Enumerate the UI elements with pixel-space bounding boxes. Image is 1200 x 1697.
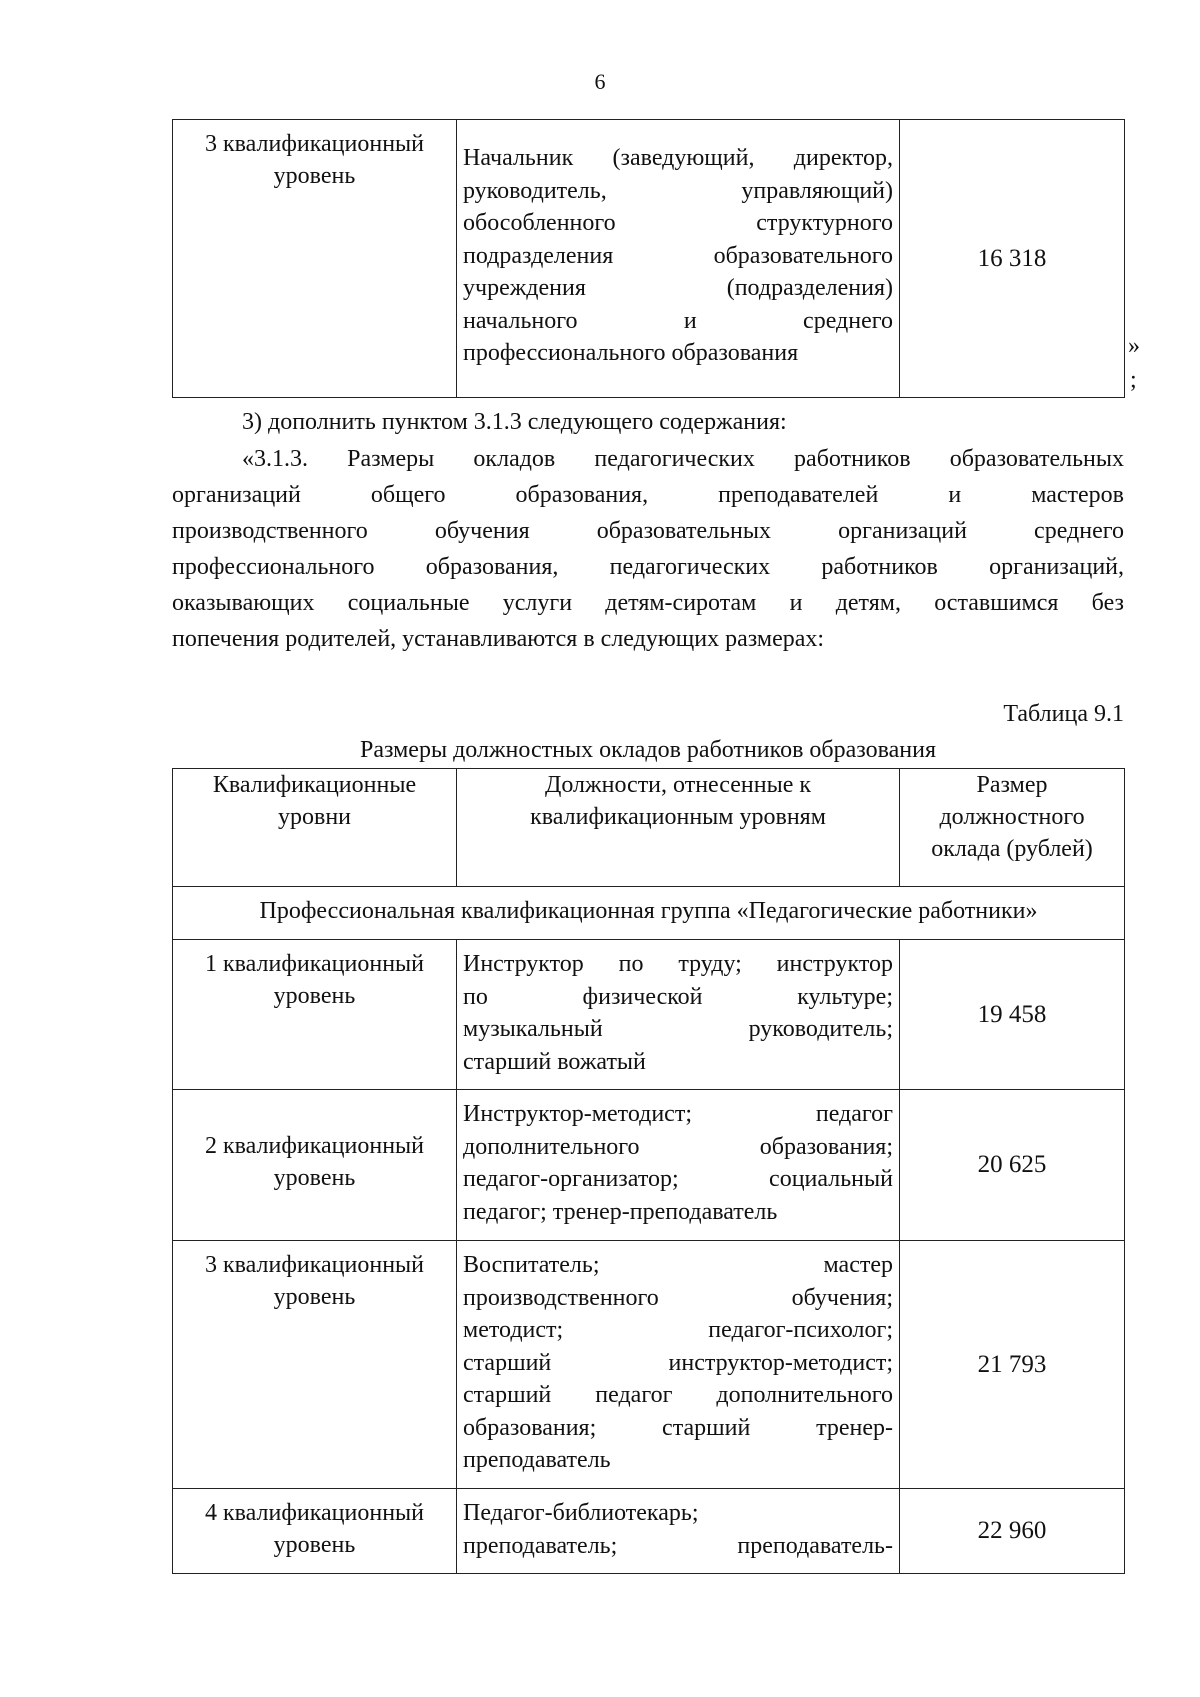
position-line: Инструктор по труду; инструктор bbox=[463, 951, 893, 977]
position-line: старший вожатый bbox=[463, 1048, 646, 1075]
position-cell bbox=[457, 1241, 900, 1489]
position-line: подразделения образовательного bbox=[463, 242, 893, 269]
position-line: руководитель, управляющий) bbox=[463, 177, 893, 204]
position-line: старший педагог дополнительного bbox=[463, 1382, 893, 1408]
semicolon: ; bbox=[1130, 367, 1137, 393]
position-line: обособленного структурного bbox=[463, 210, 893, 236]
table-caption: Размеры должностных окладов работников образования bbox=[359, 737, 937, 763]
paragraph-line: производственного обучения образовательных организаций среднего bbox=[172, 518, 1124, 544]
body-paragraph bbox=[172, 441, 1124, 657]
salary-cell: 16 318 bbox=[900, 120, 1125, 398]
position-line: Инструктор-методист; педагог bbox=[463, 1101, 893, 1127]
header-qualification-levels: Квалификационные уровни bbox=[173, 769, 457, 887]
table-label: Таблица 9.1 bbox=[1003, 701, 1124, 727]
paragraph-line: оказывающих социальные услуги детям-сиротам и детям, оставшимся без bbox=[172, 590, 1124, 616]
table-header-row bbox=[173, 769, 1125, 887]
qualification-level-cell: 1 квалификационный уровень bbox=[173, 940, 457, 1090]
qualification-level-cell: 3 квалификационный уровень bbox=[173, 120, 457, 398]
position-line: Воспитатель; мастер bbox=[463, 1252, 893, 1278]
paragraph-line: «3.1.3. Размеры окладов педагогических работников образовательных bbox=[242, 446, 1124, 472]
page-number: 6 bbox=[594, 69, 606, 94]
paragraph-line: профессионального образования, педагогических работников организаций, bbox=[172, 554, 1124, 580]
table-row bbox=[173, 1489, 1125, 1574]
position-cell bbox=[457, 1090, 900, 1241]
position-line: преподаватель; преподаватель- bbox=[463, 1532, 893, 1559]
continued-salary-table bbox=[172, 119, 1125, 398]
qualification-level-cell: 3 квалификационный уровень bbox=[173, 1241, 457, 1489]
amendment-line: 3) дополнить пунктом 3.1.3 следующего содержания: bbox=[242, 409, 787, 435]
salary-cell: 22 960 bbox=[900, 1489, 1125, 1574]
position-line: методист; педагог-психолог; bbox=[463, 1317, 893, 1343]
salary-cell: 19 458 bbox=[900, 940, 1125, 1090]
group-row bbox=[173, 887, 1125, 940]
group-title: Профессиональная квалификационная группа «Педагогические работники» bbox=[173, 887, 1125, 940]
table-row bbox=[173, 940, 1125, 1090]
salary-table bbox=[172, 768, 1125, 1574]
position-line: Педагог-библиотекарь; bbox=[463, 1500, 699, 1526]
salary-cell: 21 793 bbox=[900, 1241, 1125, 1489]
paragraph-line: организаций общего образования, преподавателей и мастеров bbox=[172, 482, 1124, 508]
position-line: образования; старший тренер- bbox=[463, 1414, 893, 1441]
position-line: производственного обучения; bbox=[463, 1284, 893, 1311]
position-line: учреждения (подразделения) bbox=[463, 275, 893, 301]
position-line: начального и среднего bbox=[463, 307, 893, 334]
salary-cell: 20 625 bbox=[900, 1090, 1125, 1241]
position-line: преподаватель bbox=[463, 1447, 611, 1473]
table-row bbox=[173, 1090, 1125, 1241]
position-line: Начальник (заведующий, директор, bbox=[463, 145, 893, 171]
table-row bbox=[173, 120, 1125, 398]
header-positions: Должности, отнесенные к квалификационным уровням bbox=[457, 769, 900, 887]
position-line: музыкальный руководитель; bbox=[463, 1016, 893, 1042]
position-line: педагог-организатор; социальный bbox=[463, 1166, 893, 1192]
header-salary: Размер должностного оклада (рублей) bbox=[900, 769, 1125, 887]
closing-quote: » bbox=[1128, 333, 1140, 359]
table-row bbox=[173, 1241, 1125, 1489]
position-line: педагог; тренер-преподаватель bbox=[463, 1198, 778, 1225]
position-cell bbox=[457, 120, 900, 398]
position-cell bbox=[457, 940, 900, 1090]
qualification-level-cell: 2 квалификационный уровень bbox=[173, 1090, 457, 1241]
paragraph-line: попечения родителей, устанавливаются в следующих размерах: bbox=[172, 626, 825, 652]
position-line: профессионального образования bbox=[463, 340, 799, 366]
position-line: дополнительного образования; bbox=[463, 1133, 893, 1160]
qualification-level-cell: 4 квалификационный уровень bbox=[173, 1489, 457, 1574]
position-line: старший инструктор-методист; bbox=[463, 1349, 893, 1376]
position-cell bbox=[457, 1489, 900, 1574]
position-line: по физической культуре; bbox=[463, 983, 893, 1010]
